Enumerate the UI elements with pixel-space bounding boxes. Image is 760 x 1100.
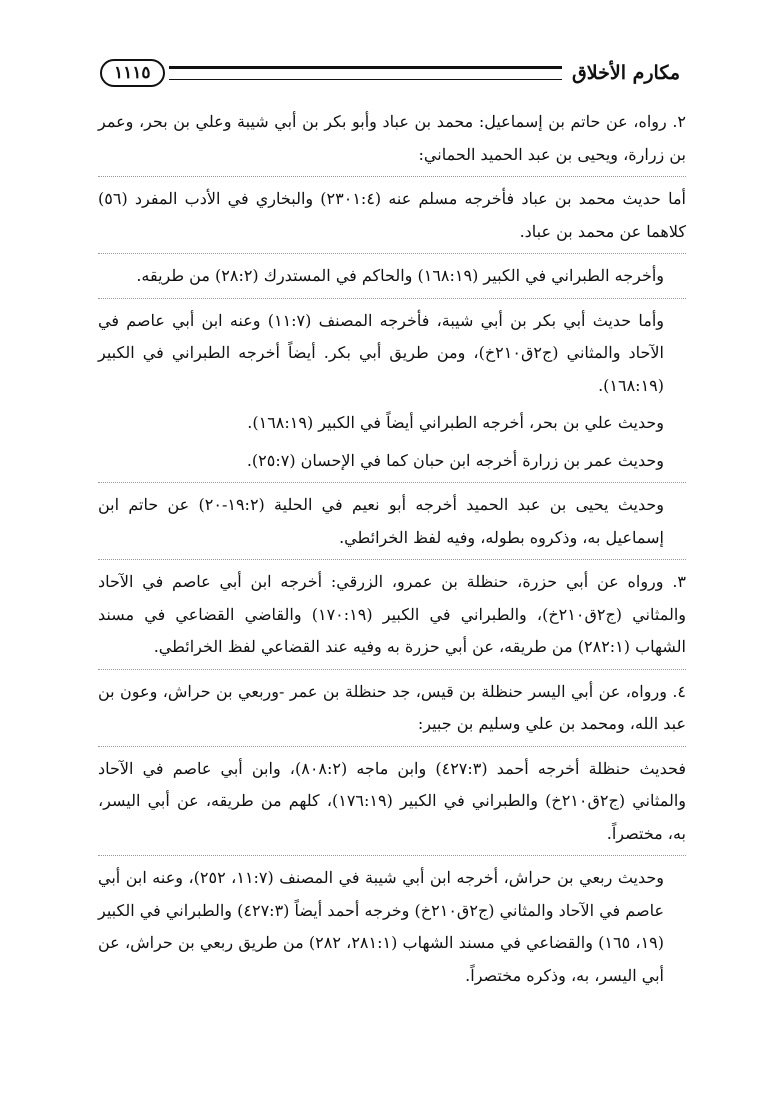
paragraph-umar-bin-zurara: وحديث عمر بن زرارة أخرجه ابن حبان كما في الإحسان (٢٥:٧). [246,450,664,470]
paragraph-abu-bakr: وأما حديث أبي بكر بن أبي شيبة، فأخرجه المصنف (١١:٧) وعنه ابن أبي عاصم في الآحاد والمثاني (ج٢ق٢١٠خ)، ومن طريق أبي بكر. أيضاً أخرجه الطبراني في الكبير (١٦٨:١٩). [98,310,664,395]
book-title: مكارم الأخلاق [572,62,680,84]
paragraph-hanzala: فحديث حنظلة أخرجه أحمد (٤٢٧:٣) وابن ماجه (٨٠٨:٢)، وابن أبي عاصم في الآحاد والمثاني (ج٢ق٢١٠خ) والطبراني في الكبير (١٧٦:١٩)، كلهم من طريقه، عن أبي اليسر، به، مختصراً. [98,758,687,843]
paragraph-tabarani: وأخرجه الطبراني في الكبير (١٦٨:١٩) والحاكم في المستدرك (٢٨:٢) من طريقه. [136,266,664,285]
separator [98,253,686,254]
separator [98,669,686,670]
page-header [100,58,680,88]
paragraph-yahya: وحديث يحيى بن عبد الحميد أخرجه أبو نعيم في الحلية (١٩:٢-٢٠) عن حاتم ابن إسماعيل به، وذكروه بطوله، وفيه لفظ الخرائطي. [98,495,665,547]
page-number: ١١١٥ [100,59,165,87]
paragraph-hadith-ibn-abbad: أما حديث محمد بن عباد فأخرجه مسلم عنه (٢٣٠١:٤) والبخاري في الأدب المفرد (٥٦) كلاهما عن محمد بن عباد. [98,189,686,241]
paragraph-item-4: ٤. ورواه، عن أبي اليسر حنظلة بن قيس، جد حنظلة بن عمر -وربعي بن حراش، وعون بن عبد الله، ومحمد بن علي وسليم بن جبير: [98,681,686,733]
page-body [98,106,686,992]
separator [98,559,686,560]
header-rule [169,66,563,80]
separator [98,855,686,856]
separator [98,176,686,177]
paragraph-item-2: ٢. رواه، عن حاتم بن إسماعيل: محمد بن عباد وأبو بكر بن أبي شيبة وعلي بن بحر، وعمر بن زرارة، ويحيى بن عبد الحميد الحماني: [98,112,686,164]
separator [98,746,686,747]
separator [98,298,686,299]
paragraph-ali-bin-bahr: وحديث علي بن بحر، أخرجه الطبراني أيضاً في الكبير (١٦٨:١٩). [247,413,664,432]
separator [98,482,686,483]
paragraph-item-3: ٣. ورواه عن أبي حزرة، حنظلة بن عمرو، الزرقي: أخرجه ابن أبي عاصم في الآحاد والمثاني (ج٢ق٢١٠خ)، والطبراني في الكبير (١٧٠:١٩) والقاضي القضاعي في مسند الشهاب (٢٨٢:١) من طريقه، عن أبي حزرة به وفيه عند القضاعي لفظ الخرائطي. [98,572,686,656]
paragraph-ribi: وحديث ربعي بن حراش، أخرجه ابن أبي شيبة في المصنف (١١:٧، ٢٥٢)، وعنه ابن أبي عاصم في الآحاد والمثاني (ج٢ق٢١٠خ) وخرجه أحمد أيضاً (٤٢٧:٣) والطبراني في الكبير (١٩، ١٦٥) والقضاعي في مسند الشهاب (٢٨١:١، ٢٨٢) من طريق ربعي بن حراش، عن أبي اليسر، به، وذكره مختصراً. [98,868,665,985]
